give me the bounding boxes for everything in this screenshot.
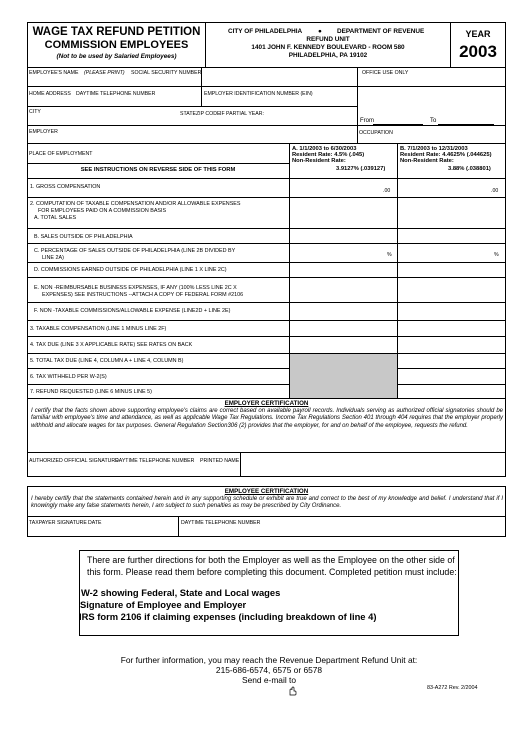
ssn-input[interactable] (203, 72, 355, 84)
employer-phone-label: DAYTIME TELEPHONE NUMBER (115, 458, 195, 464)
occupation-input[interactable] (359, 136, 504, 143)
employee-name-input[interactable] (29, 77, 199, 85)
line-2e-label-cont: EXPENSES) SEE INSTRUCTIONS --ATTACH A COPY OF FEDERAL FORM #2106 (42, 292, 244, 298)
employer-cert-text: I certify that the facts shown above supporting employee's claims are correct based on available payroll records. Individuals serving as authorized official signatories should be familiar with employee's time and attendance, as well as applicable Wage Tax Regulations. Income Tax Regulations Section 401 through 404 requires that the employer properly withhold and allocate wages for tax purposes. General Regulation Section306 (2) provides that the employer, for and on behalf of the employee, requests the refund. (31, 408, 503, 429)
taxpayer-signature-label: TAXPAYER SIGNATURE (29, 520, 87, 526)
line-7-b-input[interactable] (399, 386, 504, 398)
home-address-label: HOME ADDRESS (29, 91, 71, 97)
employer-signature-input[interactable] (29, 465, 238, 476)
taxpayer-signature-input[interactable] (29, 527, 176, 536)
contact-email[interactable]: Send e-mail to (242, 675, 296, 685)
column-b-resident-rate: Resident Rate: 4.4625% (.044625) (400, 152, 492, 158)
line-4-b-input[interactable] (399, 338, 504, 352)
place-of-employment-label: PLACE OF EMPLOYMENT (29, 151, 93, 157)
requirement-irs-2106: IRS form 2106 if claiming expenses (including breakdown of line 4) (79, 611, 377, 622)
contact-line-1: For further information, you may reach the Revenue Department Refund Unit at: (120, 655, 418, 665)
line-2c-label: C. PERCENTAGE OF SALES OUTSIDE OF PHILADELPHIA (LINE 2B DIVIDED BY (34, 248, 236, 254)
place-of-employment-input[interactable] (130, 146, 287, 161)
employer-printed-name-input[interactable] (242, 455, 504, 476)
line-5-b-input[interactable] (399, 355, 504, 367)
hand-cursor-icon (287, 683, 297, 693)
home-phone-label: DAYTIME TELEPHONE NUMBER (76, 91, 156, 97)
agency-bullet: ● (318, 28, 322, 35)
to-input[interactable] (438, 124, 494, 125)
form-title: WAGE TAX REFUND PETITION (32, 26, 201, 38)
line-3-a-input[interactable] (291, 322, 395, 335)
line-2-label: 2. COMPUTATION OF TAXABLE COMPENSATION AND/OR ALLOWABLE EXPENSES (30, 201, 241, 207)
line-1-b-input[interactable] (399, 180, 504, 196)
line-2f-b-input[interactable] (399, 304, 504, 319)
agency-unit: REFUND UNIT (306, 36, 350, 43)
column-b-nonresident-label: Non-Resident Rate: (400, 158, 454, 164)
column-b-period: B. 7/1/2003 to 12/31/2003 (400, 146, 468, 152)
requirement-w2: W-2 showing Federal, State and Local wages (81, 587, 281, 598)
line-1-a-input[interactable] (291, 180, 395, 196)
column-b-nonresident-rate: 3.88% (.038801) (448, 166, 491, 172)
line-2b-b-input[interactable] (399, 230, 504, 242)
line-2a-a-input[interactable] (291, 212, 395, 227)
line-2d-label: D. COMMISSIONS EARNED OUTSIDE OF PHILADELPHIA (LINE 1 X LINE 2C) (34, 267, 227, 273)
employee-name-label: EMPLOYEE'S NAME (29, 70, 79, 76)
line-2-label-cont: FOR EMPLOYEES PAID ON A COMMISSION BASIS (38, 208, 167, 214)
column-a-resident-rate: Resident Rate: 4.5% (.045) (292, 152, 365, 158)
taxpayer-phone-label: DAYTIME TELEPHONE NUMBER (181, 520, 261, 526)
employer-cert-title: EMPLOYER CERTIFICATION (224, 400, 309, 407)
line-2c-b-percent: % (494, 252, 499, 258)
line-5-a-shaded (290, 354, 397, 399)
line-3-b-input[interactable] (399, 322, 504, 335)
agency-address: 1401 JOHN F. KENNEDY BOULEVARD - ROOM 580 (251, 44, 405, 51)
column-a-nonresident-rate: 3.9127% (.039127) (336, 166, 386, 172)
line-6-label: 6. TAX WITHHELD PER W-2(S) (30, 374, 107, 380)
notice-line-2: this form. Please read them before completing this document. Completed petition must include: (87, 567, 457, 577)
notice-line-1: There are further directions for both the Employer as well as the Employee on the other side of (87, 555, 455, 565)
line-2b-a-input[interactable] (291, 230, 395, 242)
line-2d-a-input[interactable] (291, 264, 395, 276)
line-5-label: 5. TOTAL TAX DUE (LINE 4, COLUMN A + LINE 4, COLUMN B) (30, 358, 184, 364)
line-2f-a-input[interactable] (291, 304, 395, 319)
ein-label: EMPLOYER IDENTIFICATION NUMBER (EIN) (204, 91, 313, 97)
line-4-a-input[interactable] (291, 338, 395, 352)
line-4-label: 4. TAX DUE (LINE 3 X APPLICABLE RATE) SEE RATES ON BACK (30, 342, 193, 348)
contact-phone: 215-686-6574, 6575 or 6578 (215, 665, 323, 675)
line-2d-b-input[interactable] (399, 264, 504, 276)
city-input[interactable] (29, 116, 179, 124)
please-print-label: (PLEASE PRINT) (84, 70, 125, 76)
home-address-input[interactable] (29, 97, 199, 105)
ein-input[interactable] (203, 97, 355, 105)
column-a-period: A. 1/1/2003 to 6/30/2003 (292, 146, 357, 152)
line-2e-label: E. NON -REIMBURSABLE BUSINESS EXPENSES, IF ANY (100% LESS LINE 2C X (34, 285, 237, 291)
zip-label: ZIP CODE (196, 111, 221, 117)
form-revision-id: 83-A272 Rev. 2/2004 (427, 685, 478, 691)
requirement-signatures: Signature of Employee and Employer (80, 599, 247, 610)
to-label: To (430, 118, 437, 124)
employer-signature-label: AUTHORIZED OFFICIAL SIGNATURE (29, 458, 119, 464)
form-note: (Not to be used by Salaried Employees) (56, 53, 177, 60)
form-subtitle: COMMISSION EMPLOYEES (44, 39, 189, 51)
line-2c-b-input[interactable] (399, 245, 504, 261)
line-2c-a-percent: % (387, 252, 392, 258)
line-2a-label: A. TOTAL SALES (34, 215, 77, 221)
line-1-b-cents: .00 (491, 188, 499, 194)
employer-input[interactable] (29, 135, 355, 143)
from-label: From (360, 118, 374, 124)
line-2c-a-input[interactable] (291, 245, 395, 261)
from-input[interactable] (373, 124, 423, 125)
line-2b-label: B. SALES OUTSIDE OF PHILADELPHIA (34, 234, 133, 240)
line-6-b-input[interactable] (399, 370, 504, 383)
line-2a-b-input[interactable] (399, 212, 504, 227)
see-instructions: SEE INSTRUCTIONS ON REVERSE SIDE OF THIS FORM (80, 167, 236, 173)
year-value: 2003 (459, 42, 497, 61)
line-2e-a-input[interactable] (291, 279, 395, 301)
taxpayer-date-label: DATE (88, 520, 102, 526)
agency-department: DEPARTMENT OF REVENUE (337, 28, 425, 35)
office-use-label: OFFICE USE ONLY (362, 70, 409, 76)
line-2e-b-input[interactable] (399, 279, 504, 301)
employer-printed-name-label: PRINTED NAME (200, 458, 240, 464)
occupation-label: OCCUPATION (359, 130, 393, 136)
line-2c-label-cont: LINE 2A) (42, 255, 64, 261)
partial-year-label: IF PARTIAL YEAR: (220, 111, 264, 117)
taxpayer-phone-input[interactable] (180, 527, 504, 536)
agency-city-state: PHILADELPHIA, PA 19102 (288, 52, 368, 59)
line-7-label: 7. REFUND REQUESTED (LINE 6 MINUS LINE 5) (30, 389, 152, 395)
line-1-a-cents: .00 (383, 188, 391, 194)
state-label: STATE (180, 111, 196, 117)
employer-label: EMPLOYER (29, 129, 58, 135)
year-label: YEAR (465, 29, 491, 39)
employee-cert-title: EMPLOYEE CERTIFICATION (224, 488, 309, 495)
line-1-label: 1. GROSS COMPENSATION (30, 184, 101, 190)
city-label: CITY (29, 109, 41, 115)
employee-cert-text: I hereby certify that the statements contained herein and in any supporting schedule or exhibit are true and correct to the best of my knowledge and belief. I understand that if I knowingly make any false statements herein, I am subject to such penalties as may be prescribed by City Ordinance. (31, 496, 503, 510)
agency-city: CITY OF PHILADELPHIA (228, 28, 303, 35)
column-a-nonresident-label: Non-Resident Rate: (292, 158, 346, 164)
line-2f-label: F. NON -TAXABLE COMMISSIONS/ALLOWABLE EXPENSE (LINE2D + LINE 2E) (34, 308, 231, 314)
ssn-label: SOCIAL SECURITY NUMBER (131, 70, 202, 76)
line-3-label: 3. TAXABLE COMPENSATION (LINE 1 MINUS LINE 2F) (30, 326, 167, 332)
